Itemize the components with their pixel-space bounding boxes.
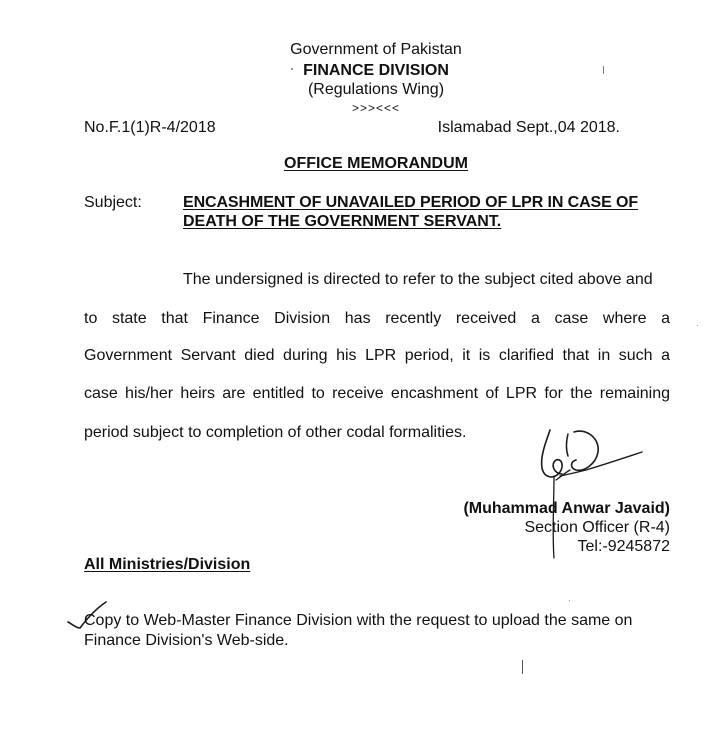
subject-line-1: ENCASHMENT OF UNAVAILED PERIOD OF LPR IN CASE OF (183, 194, 639, 211)
copy-line-1: Copy to Web-Master Finance Division with the request to upload the same on (84, 612, 633, 629)
signatory-designation: Section Officer (R-4) (524, 519, 670, 536)
body-line-4: case his/her heirs are entitled to receive encashment of LPR for the remaining (84, 385, 670, 402)
memo-title: OFFICE MEMORANDUM (284, 155, 468, 172)
letterhead-wing: (Regulations Wing) (307, 81, 445, 98)
place-date: Islamabad Sept.,04 2018. (437, 119, 620, 136)
scan-speck (291, 68, 293, 70)
body-line-3: Government Servant died during his LPR period, it is clarified that in such a (84, 347, 670, 364)
scan-speck (603, 66, 604, 74)
signatory-phone: Tel:-9245872 (577, 538, 670, 555)
signatory-name: (Muhammad Anwar Javaid) (463, 500, 670, 517)
subject-line-2: DEATH OF THE GOVERNMENT SERVANT. (183, 213, 502, 230)
file-number: No.F.1(1)R-4/2018 (84, 119, 216, 136)
scan-speck (522, 660, 523, 674)
addressee: All Ministries/Division (84, 556, 251, 573)
body-line-5: period subject to completion of other codal formalities. (84, 424, 467, 441)
scan-speck (569, 600, 570, 601)
letterhead-government: Government of Pakistan (290, 41, 462, 58)
scan-speck (697, 325, 698, 326)
body-line-1: The undersigned is directed to refer to the subject cited above and (183, 271, 653, 288)
subject-label: Subject: (84, 194, 142, 211)
body-line-2: to state that Finance Division has recently received a case where a (84, 310, 670, 327)
copy-line-2: Finance Division's Web-side. (84, 632, 289, 649)
letterhead-division: FINANCE DIVISION (303, 62, 449, 79)
letterhead-separator: >>><<< (351, 101, 401, 115)
